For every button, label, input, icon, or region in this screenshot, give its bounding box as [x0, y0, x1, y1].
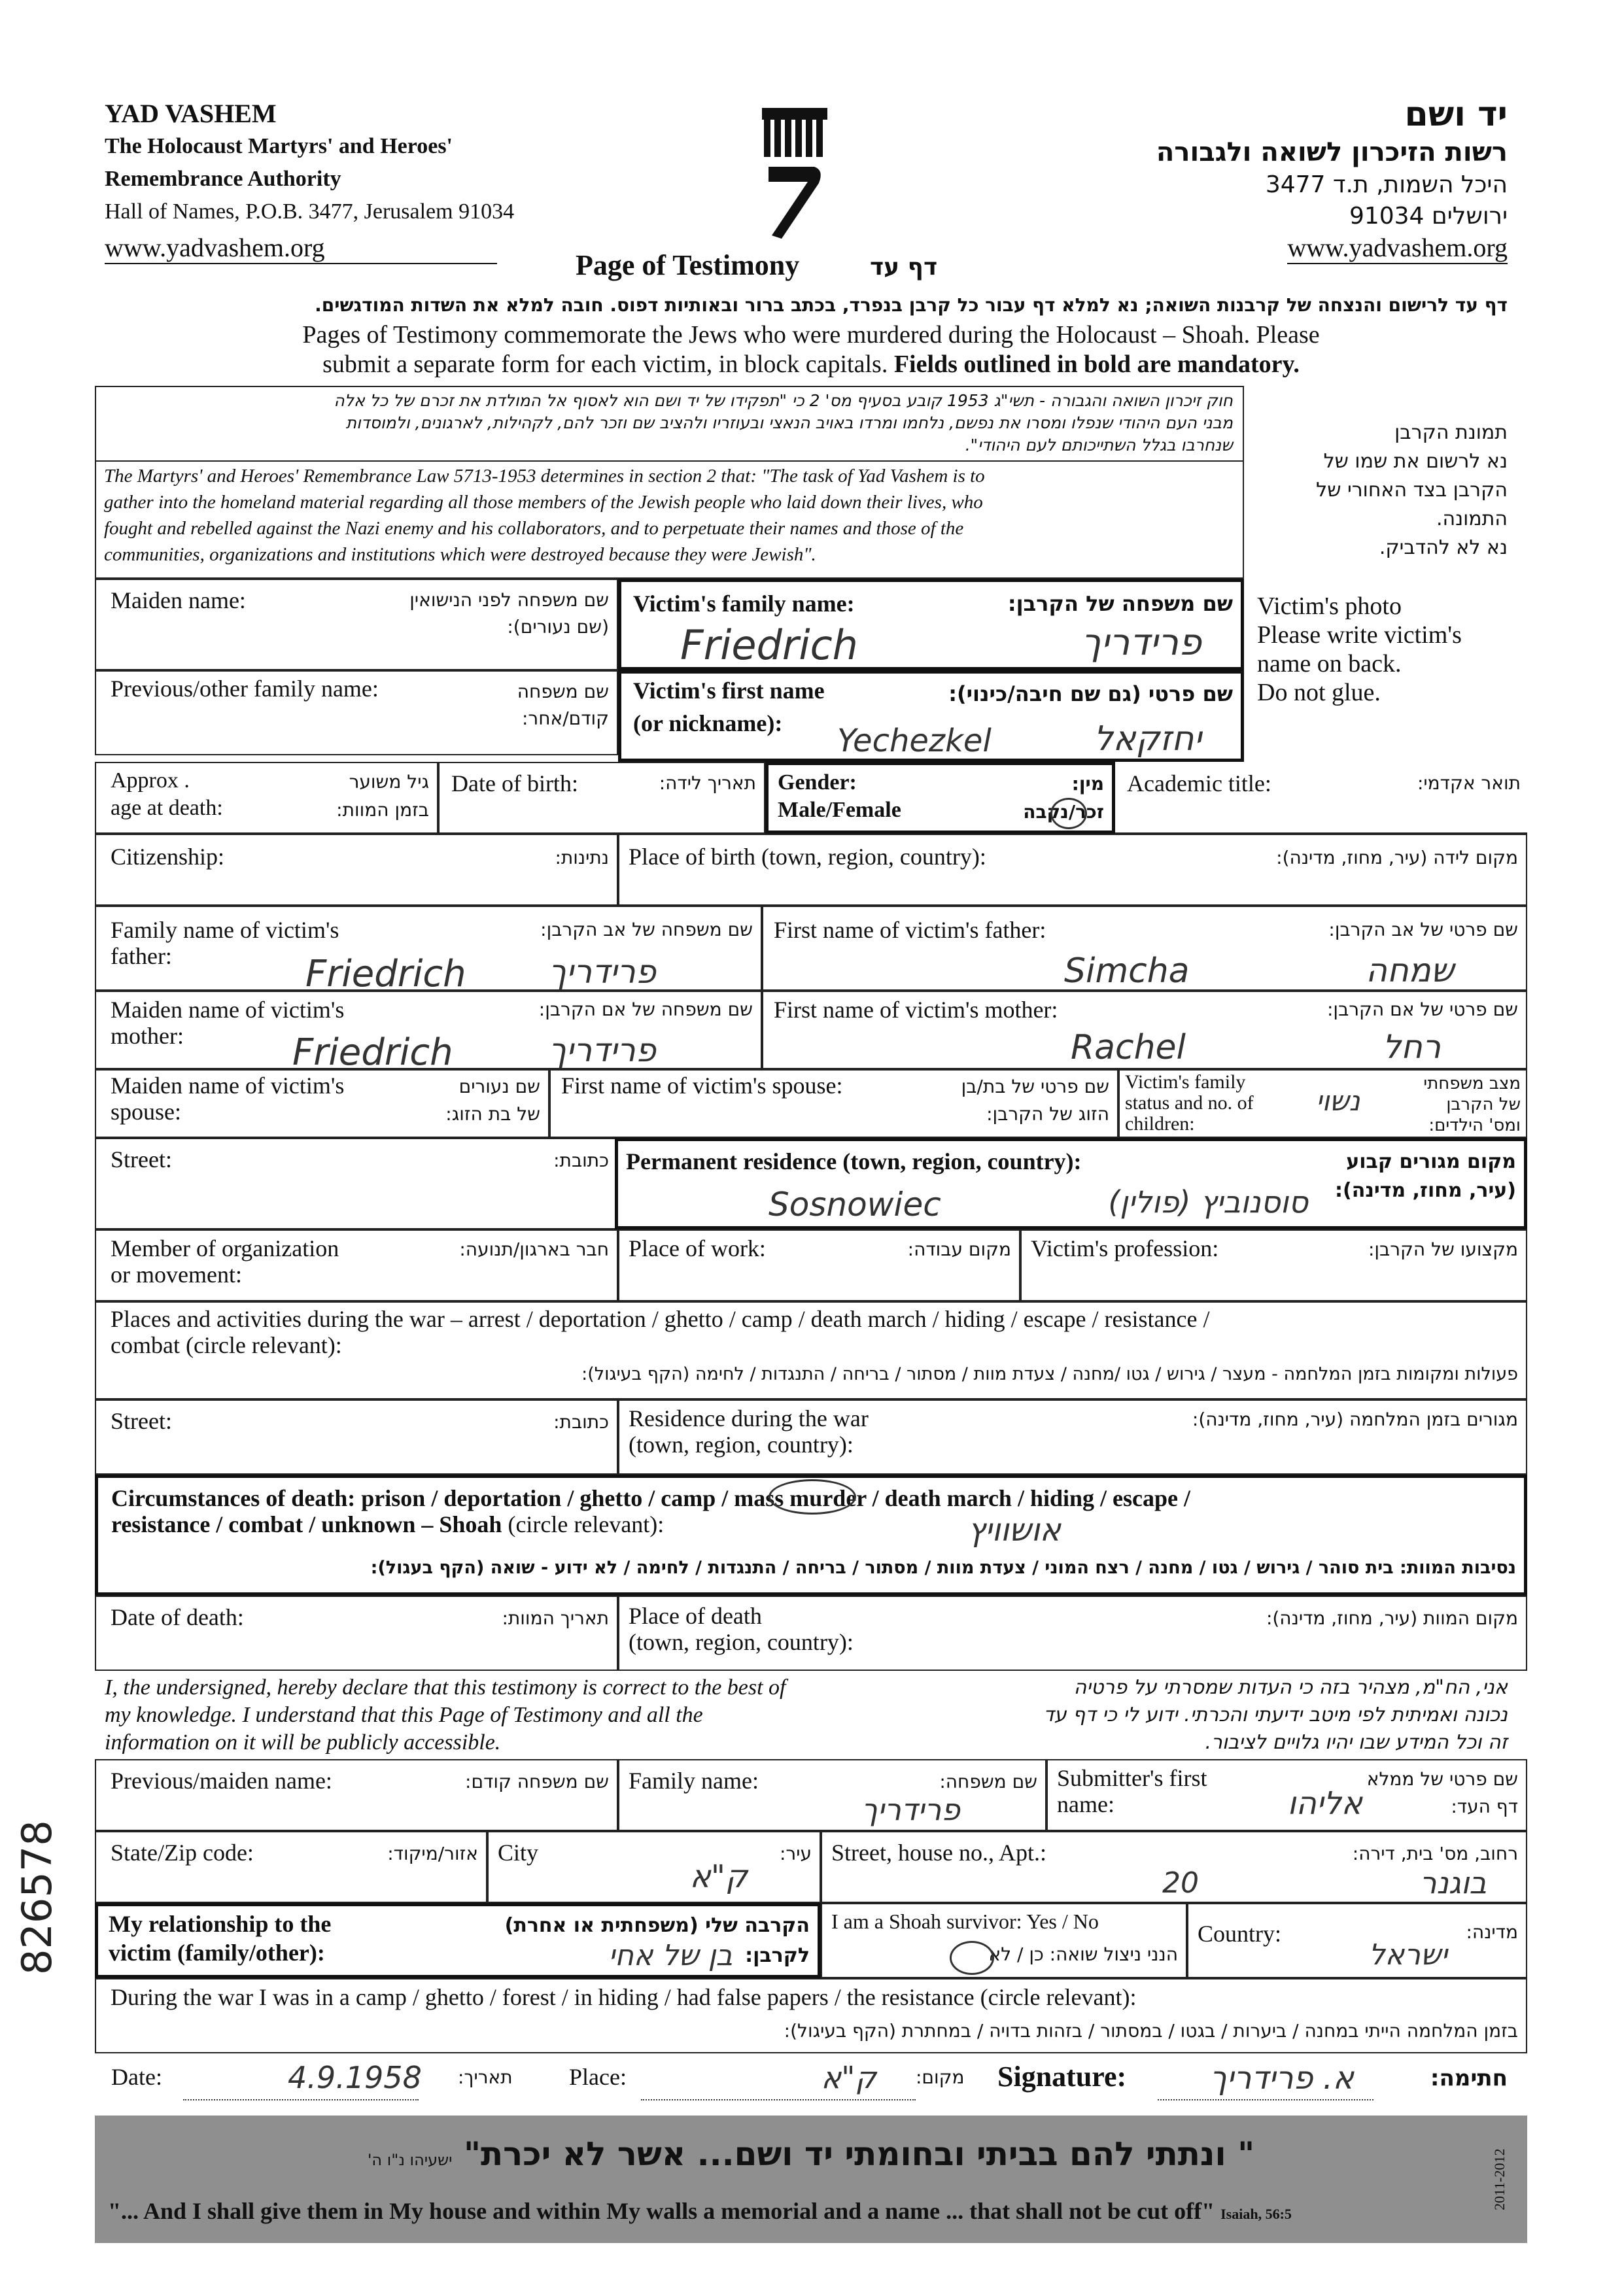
residence-label-en: Permanent residence (town, region, country):: [626, 1148, 1082, 1174]
pod-label-en: Place of death: [629, 1603, 762, 1629]
sub-first-label-en: Submitter's first: [1057, 1765, 1207, 1791]
authority-en-2: Remembrance Authority: [105, 167, 341, 191]
photo-he-1: תמונת הקרבן: [1394, 421, 1508, 444]
father-first-label-en: First name of victim's father:: [774, 917, 1046, 943]
zip-code-field[interactable]: [95, 1831, 487, 1903]
dod-label-he: תאריך המוות:: [502, 1607, 609, 1629]
residence-label-he: מקום מגורים קבוע: [1346, 1150, 1516, 1173]
sub-street-label-en: Street, house no., Apt.:: [831, 1840, 1046, 1866]
prev-label-en: Previous/other family name:: [111, 676, 379, 702]
mother-maiden-name-field[interactable]: [95, 991, 762, 1074]
rel-label-he: הקרבה שלי (משפחתית או אחרת): [504, 1914, 810, 1937]
rel-label-he2: לקרבן:: [745, 1944, 810, 1967]
form-title-he: דף עד: [870, 254, 938, 281]
circ-value: אושוויץ: [968, 1512, 1061, 1549]
intro-he: דף עד לרישום והנצחה של קרבנות השואה; נא למלא דף עבור כל קרבן בנפרד, בכתב ברור ובאותיות דפוס. חובה למלא את השדות המודגשים.: [315, 294, 1508, 316]
family-label-he: שם משפחה של הקרבן:: [1007, 591, 1233, 616]
submitter-family-name-field[interactable]: [618, 1759, 1046, 1831]
street-label-he: כתובת:: [553, 1150, 609, 1171]
sub-first-label-he2: דף העד:: [1451, 1796, 1518, 1817]
spouse-first-name-field[interactable]: [549, 1069, 1118, 1138]
rel-label-en2: victim (family/other):: [109, 1940, 325, 1966]
country-label-he: מדינה:: [1466, 1921, 1518, 1943]
prev-label-he2: קודם/אחר:: [521, 708, 609, 729]
war-places-label-he: פעולות ומקומות בזמן המלחמה - מעצר / גירוש / גטו /מחנה / צעדת מוות / מסתור / בריחה / התנגדות / לחימה (הקף בעיגול):: [581, 1364, 1518, 1384]
academic-title-field[interactable]: [1115, 762, 1527, 834]
war-places-label-en: Places and activities during the war – arrest / deportation / ghetto / camp / death march / hiding / escape / resistance /: [111, 1306, 1210, 1332]
place-of-death-field[interactable]: [618, 1596, 1527, 1671]
maiden-label-he2: (שם נעורים):: [507, 616, 609, 638]
law-he-3: שנחרבו בגלל השתייכותם לעם היהודי".: [965, 436, 1233, 454]
dod-label-en: Date of death:: [111, 1604, 244, 1630]
pod-label-he: מקום המוות (עיר, מחוז, מדינה):: [1266, 1607, 1518, 1629]
father-family-value-en: Friedrich: [305, 953, 466, 995]
photo-instructions-en: [1257, 592, 1462, 707]
city-label-he: עיר:: [779, 1843, 812, 1864]
signature-label-he: חתימה:: [1430, 2065, 1508, 2091]
photo-en-4: Do not glue.: [1257, 679, 1381, 706]
rel-value: בן של אחי: [608, 1939, 733, 1972]
footer-ref-he: ישעיהו נ"ו ה': [367, 2151, 453, 2169]
gender-circle-mark: [1050, 798, 1087, 829]
relationship-field[interactable]: [95, 1903, 821, 1978]
academic-label-he: תואר אקדמי:: [1417, 772, 1521, 794]
war-street-label-he: כתובת:: [553, 1411, 609, 1433]
spouse-maiden-label-en2: spouse:: [111, 1099, 181, 1125]
law-he-2: מבני העם היהודי שנפלו ומסרו את נפשם, נלחמו ומרדו באויב הנאצי ובעוזריו ולהציב שם וזכר להם, לקהילות, לארגונים, ולמוסדות: [345, 413, 1233, 432]
first-label-en: Victim's first name: [633, 677, 825, 704]
age-label-en2: age at death:: [111, 796, 223, 820]
member-label-en: Member of organization: [111, 1235, 339, 1261]
war-street-field[interactable]: [95, 1399, 618, 1475]
spouse-maiden-label-he: שם נעורים: [458, 1076, 540, 1097]
footer-ref-en: Isaiah, 56:5: [1220, 2206, 1292, 2222]
father-family-label-en: Family name of victim's: [111, 917, 339, 943]
war-residence-field[interactable]: [618, 1399, 1527, 1475]
sub-first-label-en2: name:: [1057, 1791, 1114, 1817]
photo-en-1: Victim's photo: [1257, 592, 1402, 620]
authority-en-1: The Holocaust Martyrs' and Heroes': [105, 134, 453, 158]
sub-family-value: פרידריך: [861, 1792, 960, 1827]
circ-label-en2-row: [111, 1511, 664, 1538]
family-value-en: Friedrich: [680, 621, 858, 669]
war-residence-label-en2: (town, region, country):: [629, 1431, 854, 1458]
website-en: www.yadvashem.org: [105, 232, 497, 264]
photo-instructions-he: [1266, 419, 1508, 562]
circ-label-en2: resistance / combat / unknown – Shoah: [111, 1511, 502, 1537]
first-label-en2: (or nickname):: [633, 710, 783, 736]
mother-maiden-label-en: Maiden name of victim's: [111, 997, 345, 1023]
war-residence-label-he: מגורים בזמן המלחמה (עיר, מחוז, מדינה):: [1192, 1409, 1518, 1430]
age-at-death-field[interactable]: [95, 762, 438, 834]
gender-label-en: Gender:: [778, 770, 857, 795]
city-value: ק"א: [689, 1859, 748, 1895]
survivor-label-he: הנני ניצול שואה: כן / לא: [988, 1944, 1178, 1965]
work-label-he: מקום עבודה:: [907, 1239, 1011, 1260]
submitter-previous-name-field[interactable]: [95, 1759, 618, 1831]
father-first-value-he: שמחה: [1366, 951, 1454, 989]
signature-value: א. פרידריך: [1209, 2060, 1354, 2097]
footer-quote-he: " ונתתי להם בביתי ובחומתי יד ושם... אשר לא יכרת": [463, 2135, 1255, 2173]
age-label-en: Approx .: [111, 768, 190, 793]
family-status-label-en: [1125, 1072, 1254, 1135]
signature-label-en: Signature:: [997, 2061, 1127, 2093]
form-year: 2011-2012: [1491, 2148, 1508, 2210]
family-status-en-3: children:: [1125, 1113, 1195, 1135]
law-en-3: fought and rebelled against the Nazi enemy and his collaborators, and to perpetuate their names and those of the: [104, 518, 964, 539]
camp-circle-mark: [769, 1479, 856, 1515]
declaration-he-1: אני, הח"מ, מצהיר בזה כי העדות שמסרתי על פרטיה: [1073, 1676, 1508, 1699]
member-label-he: חבר בארגון/תנועה:: [459, 1239, 609, 1260]
maiden-name-field[interactable]: [95, 579, 618, 670]
footer-quote-he-row: [95, 2135, 1527, 2173]
during-label-en: During the war I was in a camp / ghetto / forest / in hiding / had false papers / the resistance (circle relevant):: [111, 1984, 1137, 2010]
survivor-field[interactable]: [821, 1903, 1187, 1978]
photo-he-4: התמונה.: [1436, 507, 1508, 530]
org-name-en: YAD VASHEM: [105, 99, 277, 128]
margin-number-value: 826578: [13, 1820, 61, 1975]
photo-en-2: Please write victim's: [1257, 621, 1462, 649]
age-label-he2: בזמן המוות:: [336, 799, 429, 821]
sub-first-value: אליהו: [1287, 1785, 1362, 1822]
victim-family-name-field[interactable]: [618, 579, 1244, 670]
family-label-en: Victim's family name:: [633, 591, 855, 617]
city-field[interactable]: [487, 1831, 821, 1903]
mother-maiden-value-en: Friedrich: [292, 1031, 453, 1074]
family-status-he-3: ומס' הילדים:: [1428, 1116, 1521, 1135]
law-box: [95, 386, 1244, 579]
place-value: ק"א: [821, 2060, 876, 2095]
footer-quote-band: [95, 2116, 1527, 2243]
member-label-en2: or movement:: [111, 1261, 242, 1288]
pob-label-en: Place of birth (town, region, country):: [629, 844, 986, 870]
street-label-en: Street:: [111, 1146, 172, 1173]
yad-vashem-logo: [759, 105, 831, 248]
sub-street-value: בוגנר: [1419, 1865, 1487, 1900]
law-en-1: The Martyrs' and Heroes' Remembrance Law 5713-1953 determines in section 2 that: "The task of Yad Vashem is to: [104, 466, 985, 487]
dob-label-he: תאריך לידה:: [659, 772, 756, 794]
first-label-he: שם פרטי (גם שם חיבה/כינוי):: [948, 681, 1233, 706]
photo-he-5: נא לא להדביק.: [1379, 536, 1508, 559]
sub-family-label-en: Family name:: [629, 1768, 759, 1794]
father-family-label-en2: father:: [111, 943, 172, 969]
spouse-first-label-he: שם פרטי של בת/בן: [961, 1076, 1109, 1097]
website-he-side: www.yadvashem.org: [1287, 232, 1508, 264]
law-en-4: communities, organizations and institutions which were destroyed because they were Jewish".: [104, 544, 816, 565]
pod-label-en2: (town, region, country):: [629, 1629, 854, 1655]
photo-he-3: הקרבן בצד האחורי של: [1316, 479, 1508, 502]
mother-first-name-field[interactable]: [762, 991, 1527, 1069]
street-field[interactable]: [95, 1138, 618, 1229]
declaration-en-2: my knowledge. I understand that this Page of Testimony and all the: [105, 1703, 703, 1727]
declaration-he-3: זה וכל המידע שבו יהיו גלויים לציבור.: [1205, 1731, 1508, 1754]
date-label-en: Date:: [111, 2064, 162, 2090]
family-status-en-1: Victim's family: [1125, 1071, 1246, 1093]
spouse-maiden-label-en: Maiden name of victim's: [111, 1072, 345, 1099]
spouse-first-label-he2: הזוג של הקרבן:: [986, 1103, 1109, 1125]
sub-family-label-he: שם משפחה:: [939, 1771, 1037, 1792]
city-label-en: City: [498, 1840, 539, 1866]
zip-label-he: אזור/מיקוד:: [387, 1843, 478, 1864]
maiden-label-en: Maiden name:: [111, 587, 246, 613]
place-of-work-field[interactable]: [618, 1229, 1020, 1301]
intro-en-2: submit a separate form for each victim, in block capitals.: [322, 351, 888, 378]
address-he-1: היכל השמות, ת.ד 3477: [1265, 171, 1508, 198]
spouse-maiden-name-field[interactable]: [95, 1069, 549, 1138]
war-places-label-en2: combat (circle relevant):: [111, 1332, 342, 1358]
law-en-2: gather into the homeland material regarding all those members of the Jewish people who laid down their lives, who: [104, 492, 983, 513]
signature-input[interactable]: [1158, 2060, 1373, 2100]
first-value-en: Yechezkel: [837, 723, 992, 759]
father-first-name-field[interactable]: [762, 906, 1527, 991]
dob-label-en: Date of birth:: [451, 770, 578, 797]
place-label-en: Place:: [569, 2064, 627, 2090]
prev-label-he: שם משפחה: [517, 681, 609, 702]
country-value: ישראל: [1368, 1938, 1447, 1972]
declaration-en-1: I, the undersigned, hereby declare that this testimony is correct to the best of: [105, 1675, 786, 1700]
mother-first-value-he: רחל: [1382, 1028, 1441, 1066]
country-field[interactable]: [1187, 1903, 1527, 1978]
footer-quote-en-row: [108, 2197, 1292, 2225]
declaration-en: [105, 1674, 786, 1756]
declaration-he: [1044, 1674, 1508, 1756]
date-value: 4.9.1958: [288, 2060, 422, 2095]
submitter-street-field[interactable]: [821, 1831, 1527, 1903]
submitter-war-experience-field[interactable]: [95, 1978, 1527, 2053]
date-of-death-field[interactable]: [95, 1596, 618, 1671]
family-status-he-2: של הקרבן: [1446, 1095, 1521, 1114]
mother-maiden-label-en2: mother:: [111, 1023, 184, 1049]
father-family-name-field[interactable]: [95, 906, 762, 995]
family-value-he: פרידריך: [1081, 621, 1201, 664]
citizenship-field[interactable]: [95, 834, 618, 906]
pob-label-he: מקום לידה (עיר, מחוז, מדינה):: [1276, 847, 1518, 868]
place-input[interactable]: [641, 2060, 916, 2100]
residence-value-he: סוסנוביץ (פולין): [1108, 1184, 1308, 1220]
family-status-he-1: מצב משפחתי: [1423, 1074, 1521, 1093]
authority-he: רשות הזיכרון לשואה ולגבורה: [1156, 137, 1508, 167]
sub-street-value-num: 20: [1162, 1866, 1199, 1900]
date-of-birth-field[interactable]: [438, 762, 765, 834]
previous-family-name-field[interactable]: [95, 670, 618, 755]
citizenship-label-en: Citizenship:: [111, 844, 224, 870]
gender-label-he: מין:: [1071, 773, 1104, 795]
country-label-en: Country:: [1198, 1921, 1282, 1947]
father-family-label-he: שם משפחה של אב הקרבן:: [540, 919, 753, 940]
circ-label-en: Circumstances of death: prison / deportation / ghetto / camp / mass murder / death march / hiding / escape /: [111, 1485, 1190, 1511]
war-residence-label-en: Residence during the war: [629, 1405, 869, 1431]
residence-label-he2: (עיר, מחוז, מדינה):: [1335, 1179, 1516, 1202]
survivor-circle-mark: [950, 1941, 994, 1975]
address-en: Hall of Names, P.O.B. 3477, Jerusalem 91034: [105, 199, 515, 224]
rel-label-en: My relationship to the: [109, 1911, 332, 1937]
profession-label-en: Victim's profession:: [1031, 1235, 1219, 1261]
father-first-value-en: Simcha: [1064, 951, 1190, 991]
family-status-en-2: status and no. of: [1125, 1092, 1254, 1114]
family-status-label-he: [1423, 1073, 1521, 1136]
photo-en-3: name on back.: [1257, 650, 1402, 677]
declaration-en-3: information on it will be publicly accessible.: [105, 1730, 501, 1755]
circumstances-of-death-field[interactable]: [95, 1475, 1527, 1596]
family-status-field[interactable]: [1118, 1069, 1527, 1138]
mother-maiden-value-he: פרידריך: [548, 1031, 656, 1069]
gender-field[interactable]: [765, 762, 1115, 834]
mother-first-label-en: First name of victim's mother:: [774, 997, 1058, 1023]
submitter-first-name-field[interactable]: [1046, 1759, 1527, 1831]
gender-label-he2: זכר/נקבה: [1023, 801, 1104, 823]
mother-maiden-label-he: שם משפחה של אם הקרבן:: [538, 999, 753, 1020]
academic-label-en: Academic title:: [1127, 770, 1271, 797]
profession-label-he: מקצועו של הקרבן:: [1368, 1239, 1518, 1260]
during-label-he: בזמן המלחמה הייתי במחנה / ביערות / בגטו / במסתור / בזהות בדויה / במחתרת (הקף בעיגול):: [784, 2020, 1518, 2042]
intro-en-bold: Fields outlined in bold are mandatory.: [893, 351, 1300, 378]
maiden-label-he: שם משפחה לפני הנישואין: [409, 589, 609, 611]
law-he-1: חוק זיכרון השואה והגבורה - תשי"ג 1953 קובע בסעיף מס' 2 כי "תפקידו של יד ושם הוא לאסוף אל המולדת את זכרם של כל אלה: [334, 391, 1233, 410]
footer-quote-en: "... And I shall give them in My house and within My walls a memorial and a name ... that shall not be cut off": [108, 2198, 1215, 2224]
work-label-en: Place of work:: [629, 1235, 766, 1261]
sub-prev-label-he: שם משפחה קודם:: [465, 1771, 609, 1792]
spouse-first-label-en: First name of victim's spouse:: [561, 1072, 843, 1099]
photo-he-2: נא לרשום את שמו של: [1323, 450, 1508, 473]
survivor-label-en: I am a Shoah survivor: Yes / No: [831, 1910, 1099, 1933]
form-title-en: Page of Testimony: [576, 249, 800, 281]
place-of-birth-field[interactable]: [618, 834, 1527, 906]
date-input[interactable]: [183, 2060, 422, 2100]
intro-en-1: Pages of Testimony commemorate the Jews who were murdered during the Holocaust – Shoah. Please: [302, 321, 1320, 349]
mother-first-value-en: Rachel: [1071, 1028, 1186, 1067]
date-label-he: תאריך:: [458, 2066, 513, 2088]
first-value-he: יחזקאל: [1094, 719, 1201, 759]
mother-first-label-he: שם פרטי של אם הקרבן:: [1327, 999, 1518, 1020]
address-he-2: ירושלים 91034: [1349, 203, 1508, 230]
gender-label-en2: Male/Female: [778, 798, 901, 822]
place-label-he: מקום:: [916, 2066, 965, 2088]
family-status-value: נשוי: [1316, 1085, 1360, 1117]
sub-prev-label-en: Previous/maiden name:: [111, 1768, 332, 1794]
org-name-he: יד ושם: [1404, 95, 1508, 134]
organization-field[interactable]: [95, 1229, 618, 1301]
age-label-he: גיל משוער: [349, 771, 429, 793]
citizenship-label-he: נתינות:: [555, 847, 609, 868]
spouse-maiden-label-he2: של בת הזוג:: [445, 1103, 540, 1125]
circ-label-en3: (circle relevant):: [508, 1511, 665, 1537]
war-street-label-en: Street:: [111, 1408, 172, 1434]
declaration-he-2: נכונה ואמיתית לפי מיטב ידיעתי והכרתי. ידוע לי כי דף עד: [1043, 1704, 1508, 1726]
father-first-label-he: שם פרטי של אב הקרבן:: [1328, 919, 1518, 940]
margin-number: [13, 1585, 61, 1975]
profession-field[interactable]: [1020, 1229, 1527, 1301]
war-activities-field[interactable]: [95, 1301, 1527, 1399]
permanent-residence-field[interactable]: [615, 1138, 1527, 1229]
intro-en-2-row: [111, 350, 1511, 379]
sub-first-label-he: שם פרטי של ממלא: [1366, 1768, 1518, 1790]
zip-label-en: State/Zip code:: [111, 1840, 254, 1866]
circ-label-he: נסיבות המוות: בית סוהר / גירוש / גטו / מחנה / רצח המוני / צעדת מוות / מסתור / בריחה / התנגדות / לחימה / לא ידוע - שואה (הקף בעגול):: [370, 1558, 1516, 1578]
sub-street-label-he: רחוב, מס' בית, דירה:: [1352, 1843, 1518, 1864]
father-family-value-he: פרידריך: [548, 953, 656, 991]
residence-value-en: Sosnowiec: [769, 1186, 941, 1224]
victim-first-name-field[interactable]: [618, 670, 1244, 762]
